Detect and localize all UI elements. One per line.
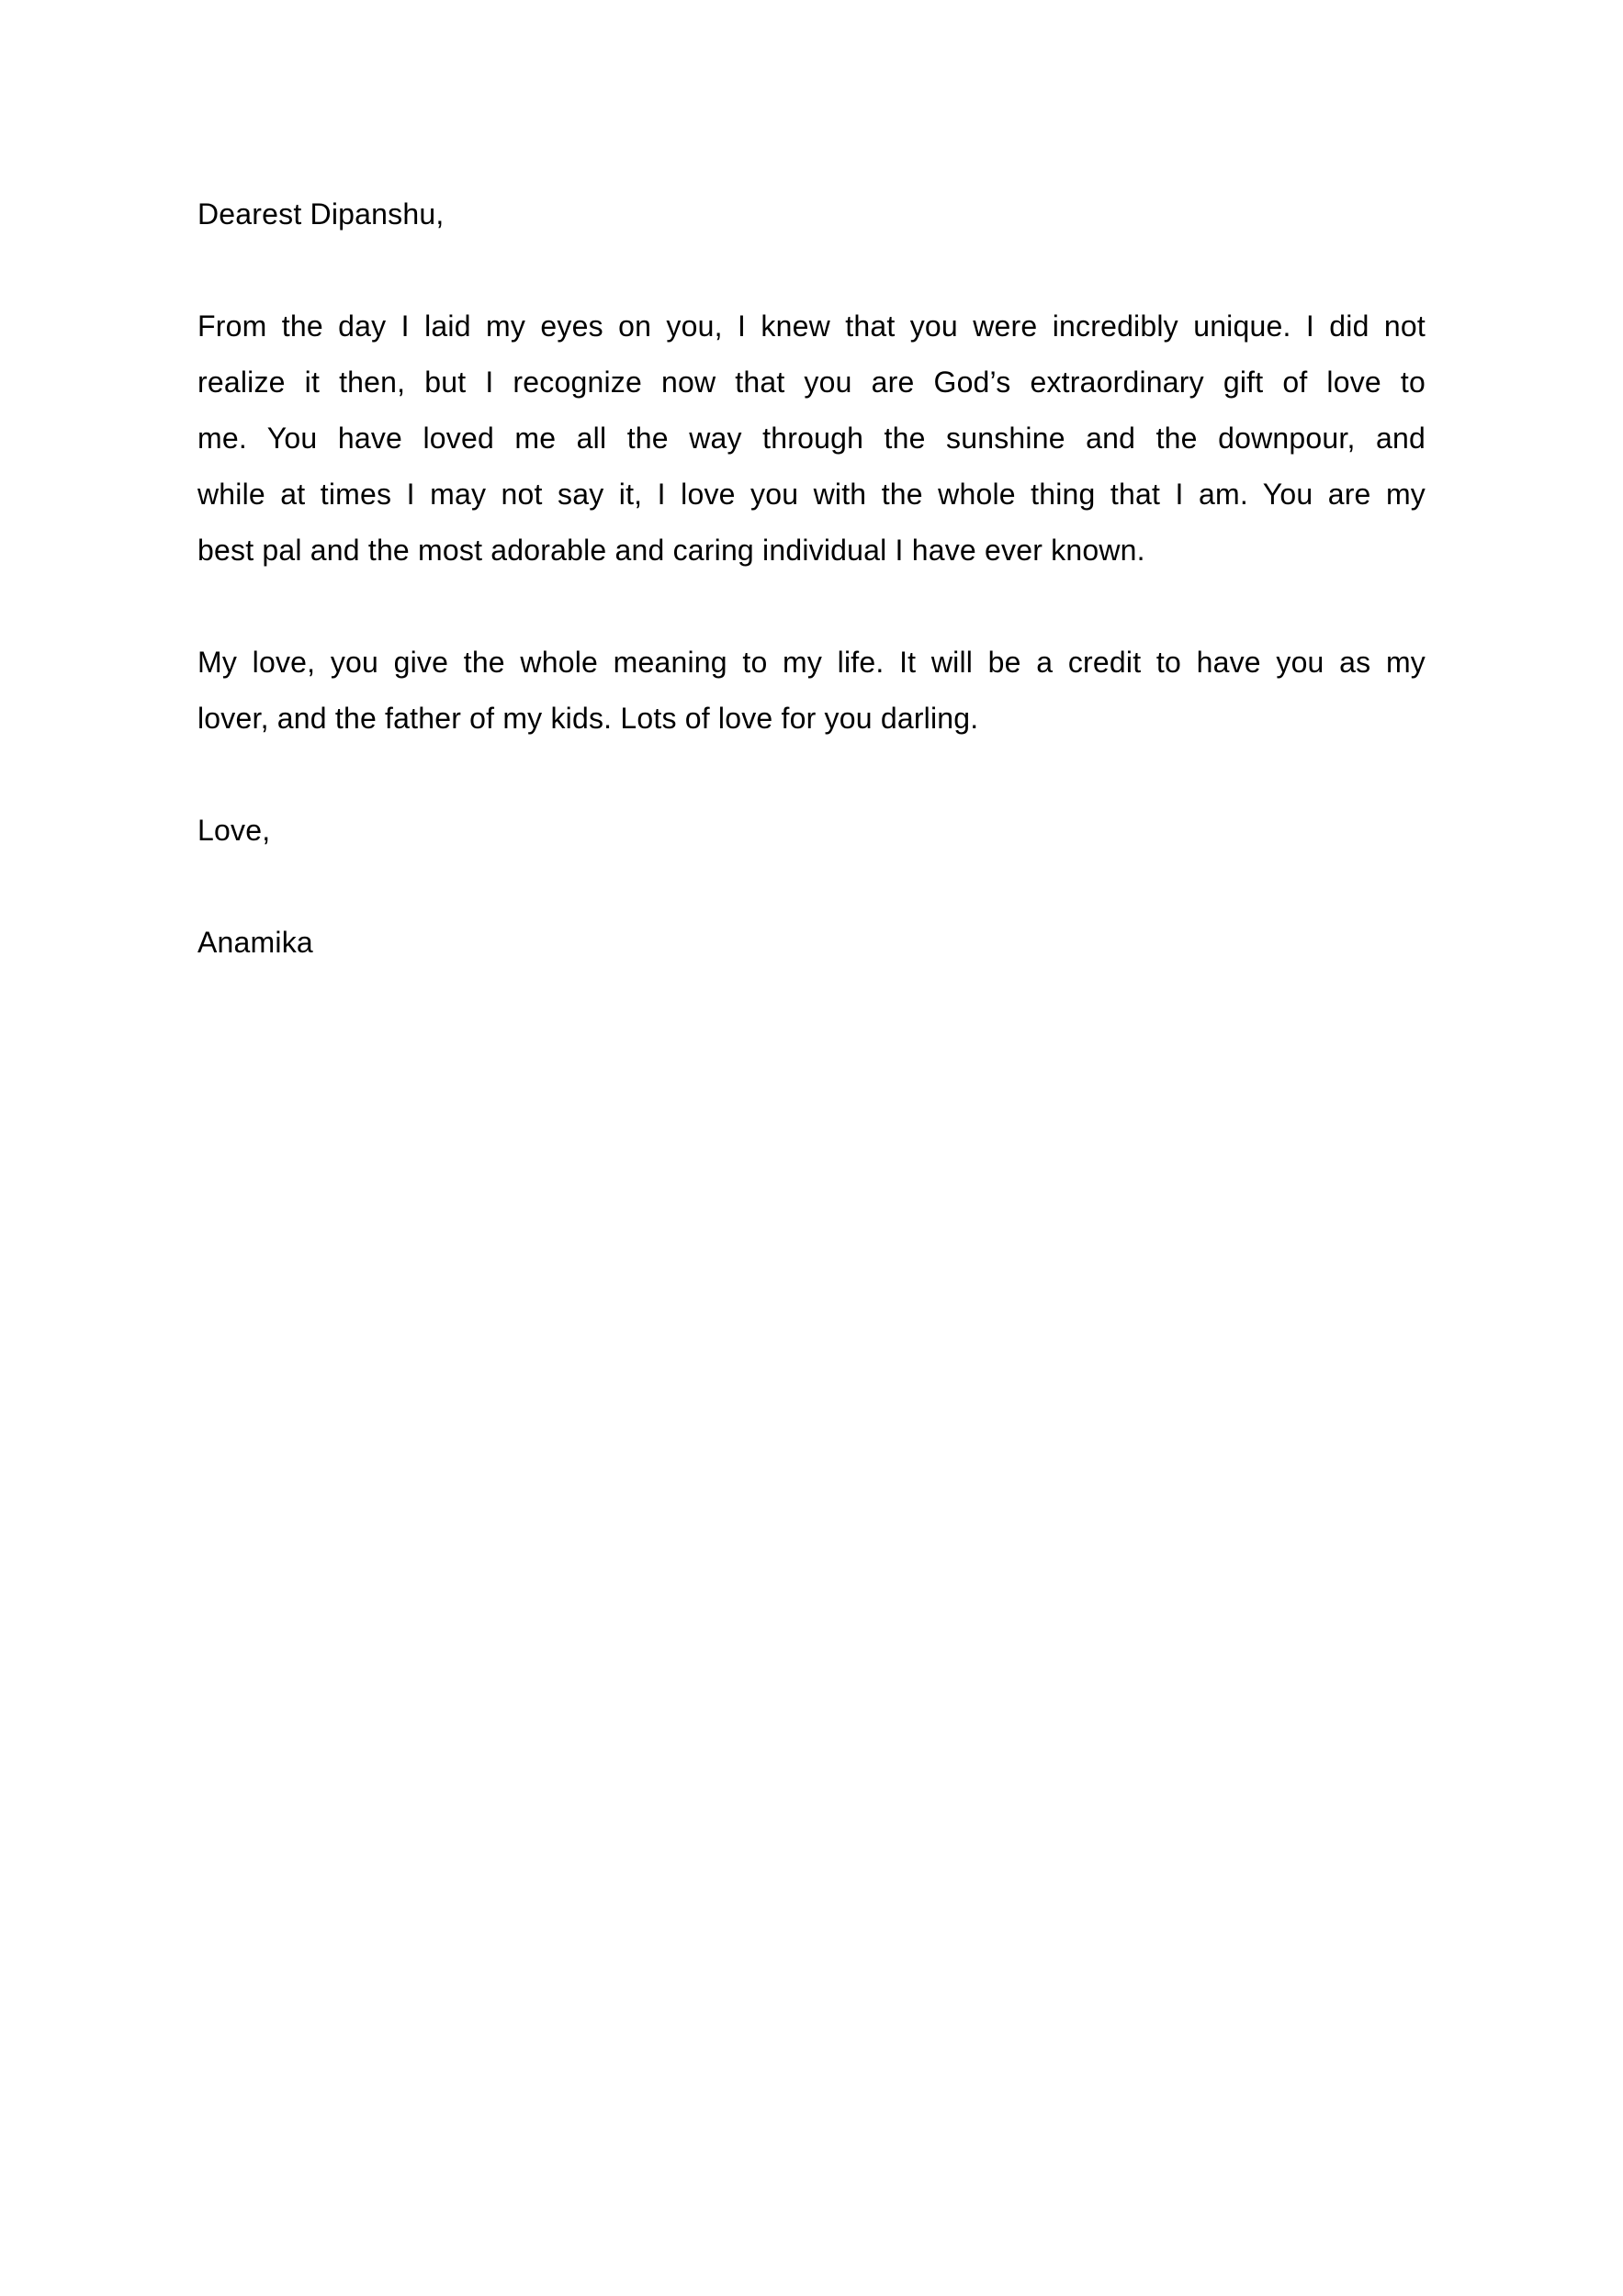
text-line: My love, you give the whole meaning to my life. It will be a credit to have you as my bbox=[197, 646, 1426, 679]
text-line: realize it then, but I recognize now that you are God’s extraordinary gift of love to bbox=[197, 366, 1426, 399]
signature: Anamika bbox=[197, 926, 313, 959]
closing: Love, bbox=[197, 814, 271, 847]
text-line: while at times I may not say it, I love you with the whole thing that I am. You are my bbox=[197, 478, 1426, 511]
letter-content bbox=[197, 186, 1426, 1027]
paragraphs-container bbox=[197, 298, 1426, 747]
text-line: lover, and the father of my kids. Lots of love for you darling. bbox=[197, 702, 979, 735]
paragraph bbox=[197, 298, 1426, 579]
text-line: best pal and the most adorable and caring individual I have ever known. bbox=[197, 534, 1145, 567]
text-line: me. You have loved me all the way through the sunshine and the downpour, and bbox=[197, 422, 1426, 455]
salutation: Dearest Dipanshu, bbox=[197, 197, 445, 231]
text-line: From the day I laid my eyes on you, I knew that you were incredibly unique. I did not bbox=[197, 310, 1426, 343]
paragraph bbox=[197, 635, 1426, 747]
